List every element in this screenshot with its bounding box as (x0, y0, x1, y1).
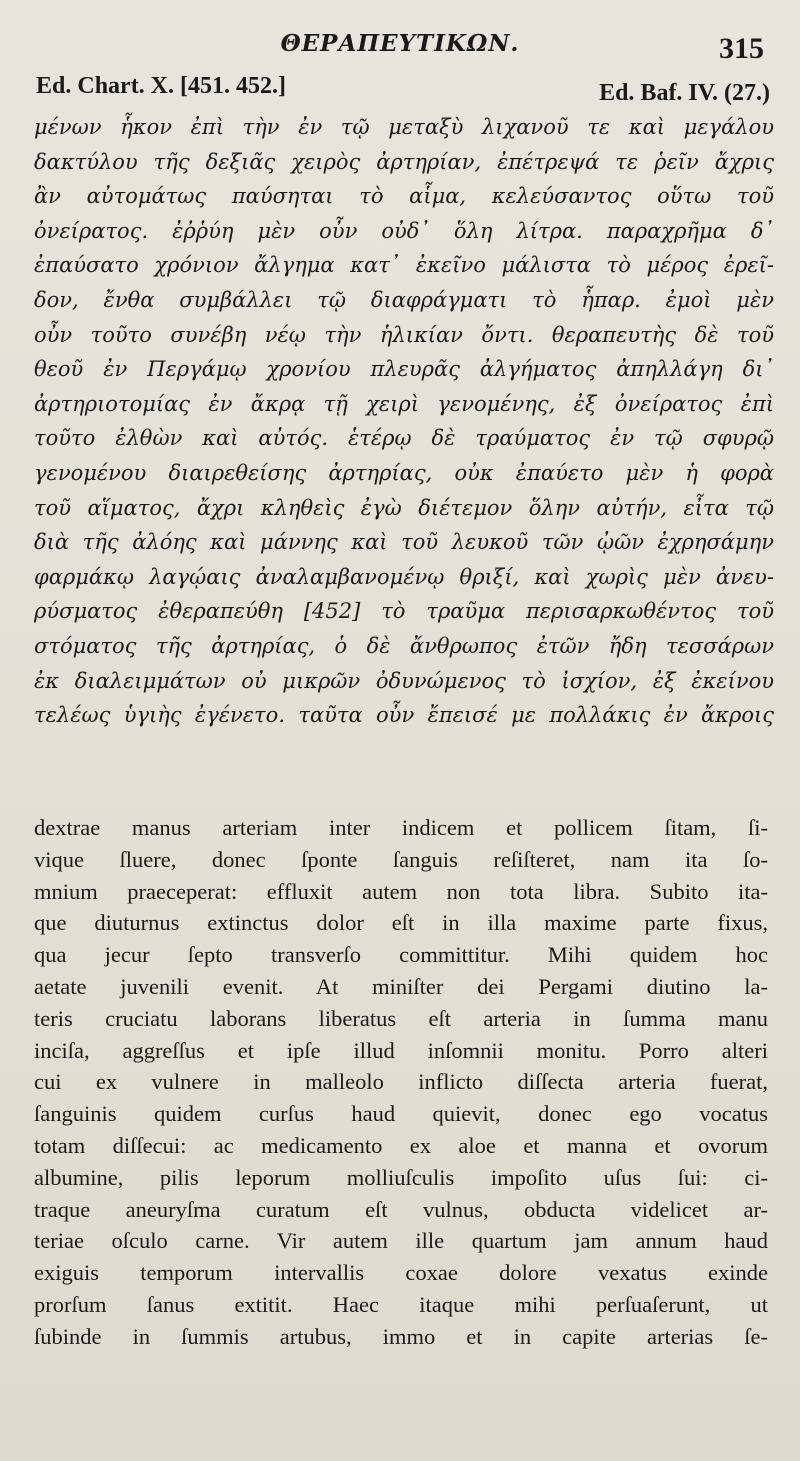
latin-line: teris cruciatu laborans liberatus eſt arteria in ſumma manu (34, 1005, 768, 1031)
latin-line: vique ſluere, donec ſponte ſanguis reſiſteret, nam ita ſo- (34, 846, 768, 872)
edition-reference-chart: Ed. Chart. X. [451. 452.] (36, 73, 286, 99)
greek-line: φαρμάκῳ λαγῴαις ἀναλαμβανομένῳ θριξί, καὶ χωρὶς μὲν ἀνευ- (34, 564, 774, 589)
latin-line: mnium praeceperat: effluxit autem non tota libra. Subito ita- (34, 878, 768, 904)
latin-line: cui ex vulnere in malleolo inflicto diſſecta arteria fuerat, (34, 1069, 768, 1095)
latin-line: dextrae manus arteriam inter indicem et pollicem ſitam, ſi- (34, 815, 768, 840)
greek-line: διὰ τῆς ἀλόης καὶ μάννης καὶ τοῦ λευκοῦ τῶν ᾠῶν ἐχρησάμην (34, 530, 774, 555)
latin-line: exiguis temporum intervallis coxae dolore vexatus exinde (34, 1260, 768, 1286)
latin-line: qua jecur ſepto transverſo committitur. Mihi quidem hoc (34, 942, 768, 968)
latin-line: teriae oſculo carne. Vir autem ille quartum jam annum haud (34, 1228, 768, 1254)
latin-line: inciſa, aggreſſus et ipſe illud inſomnii monitu. Porro alteri (34, 1037, 768, 1063)
greek-line: δον, ἔνθα συμβάλλει τῷ διαφράγματι τὸ ἧπαρ. ἐμοὶ μὲν (34, 287, 774, 312)
greek-line: θεοῦ ἐν Περγάμῳ χρονίου πλευρᾶς ἀλγήματος ἀπηλλάγη δι᾽ (34, 357, 774, 382)
latin-line: que diuturnus extinctus dolor eſt in illa maxime parte fixus, (34, 910, 768, 936)
greek-line: ἀρτηριοτομίας ἐν ἄκρᾳ τῇ χειρὶ γενομένης, ἐξ ὀνείρατος ἐπὶ (34, 391, 774, 416)
latin-line: traque aneuryſma curatum eſt vulnus, obducta videlicet ar- (34, 1196, 768, 1222)
latin-line: ſanguinis quidem curſus haud quievit, donec ego vocatus (34, 1101, 768, 1127)
greek-line: τοῦτο ἐλθὼν καὶ αὐτός. ἑτέρῳ δὲ τραύματος ἐν τῷ σφυρῷ (34, 426, 774, 451)
latin-line: prorſum ſanus extitit. Haec itaque mihi perſuaſerunt, ut (34, 1291, 768, 1317)
greek-line: μένων ἧκον ἐπὶ τὴν ἐν τῷ μεταξὺ λιχανοῦ τε καὶ μεγάλου (34, 115, 774, 139)
greek-line: τελέως ὑγιὴς ἐγένετο. ταῦτα οὖν ἔπεισέ με πολλάκις ἐν ἄκροις (34, 703, 774, 728)
greek-line: ἐπαύσατο χρόνιον ἄλγημα κατ᾽ ἐκεῖνο μάλιστα τὸ μέρος ἐρεῖ- (34, 253, 774, 278)
greek-text-block (34, 110, 774, 733)
greek-line: γενομένου διαιρεθείσης ἀρτηρίας, οὐκ ἐπαύετο μὲν ἡ φορὰ (34, 460, 774, 485)
latin-line: totam diſſecui: ac medicamento ex aloe et manna et ovorum (34, 1132, 768, 1158)
greek-line: τοῦ αἵματος, ἄχρι κληθεὶς ἐγὼ διέτεμον ὅλην αὐτήν, εἶτα τῷ (34, 495, 774, 520)
latin-line: aetate juvenili evenit. At miniſter dei Pergami diutino la- (34, 973, 768, 999)
greek-line: ρύσματος ἐθεραπεύθη [452] τὸ τραῦμα περισαρκωθέντος τοῦ (34, 599, 774, 624)
greek-line: στόματος τῆς ἀρτηρίας, ὁ δὲ ἄνθρωπος ἐτῶν ἤδη τεσσάρων (34, 633, 774, 658)
greek-line: οὖν τοῦτο συνέβη νέῳ τὴν ἡλικίαν ὄντι. θεραπευτὴς δὲ τοῦ (34, 322, 774, 347)
greek-line: ἂν αὐτομάτως παύσηται τὸ αἷμα, κελεύσαντος οὕτω τοῦ (34, 184, 774, 209)
latin-line: albumine, pilis leporum molliuſculis impoſito uſus ſui: ci- (34, 1164, 768, 1190)
greek-line: ὀνείρατος. ἐῤῥύη μὲν οὖν οὐδ᾽ ὅλη λίτρα. παραχρῆμα δ᾽ (34, 218, 774, 243)
greek-line: δακτύλου τῆς δεξιᾶς χειρὸς ἀρτηρίαν, ἐπέτρεψά τε ῥεῖν ἄχρις (34, 149, 774, 174)
latin-text-block (34, 812, 768, 1353)
greek-line: ἐκ διαλειμμάτων οὐ μικρῶν ὀδυνώμενος τὸ ἰσχίον, ἐξ ἐκείνου (34, 668, 774, 693)
page-number: 315 (719, 32, 764, 65)
latin-line: ſubinde in ſummis artubus, immo et in capite arterias ſe- (34, 1323, 768, 1349)
running-head: ΘΕΡΑΠΕΥΤΙΚΩΝ. (280, 30, 520, 57)
edition-reference-basel: Ed. Baf. IV. (27.) (599, 80, 770, 106)
